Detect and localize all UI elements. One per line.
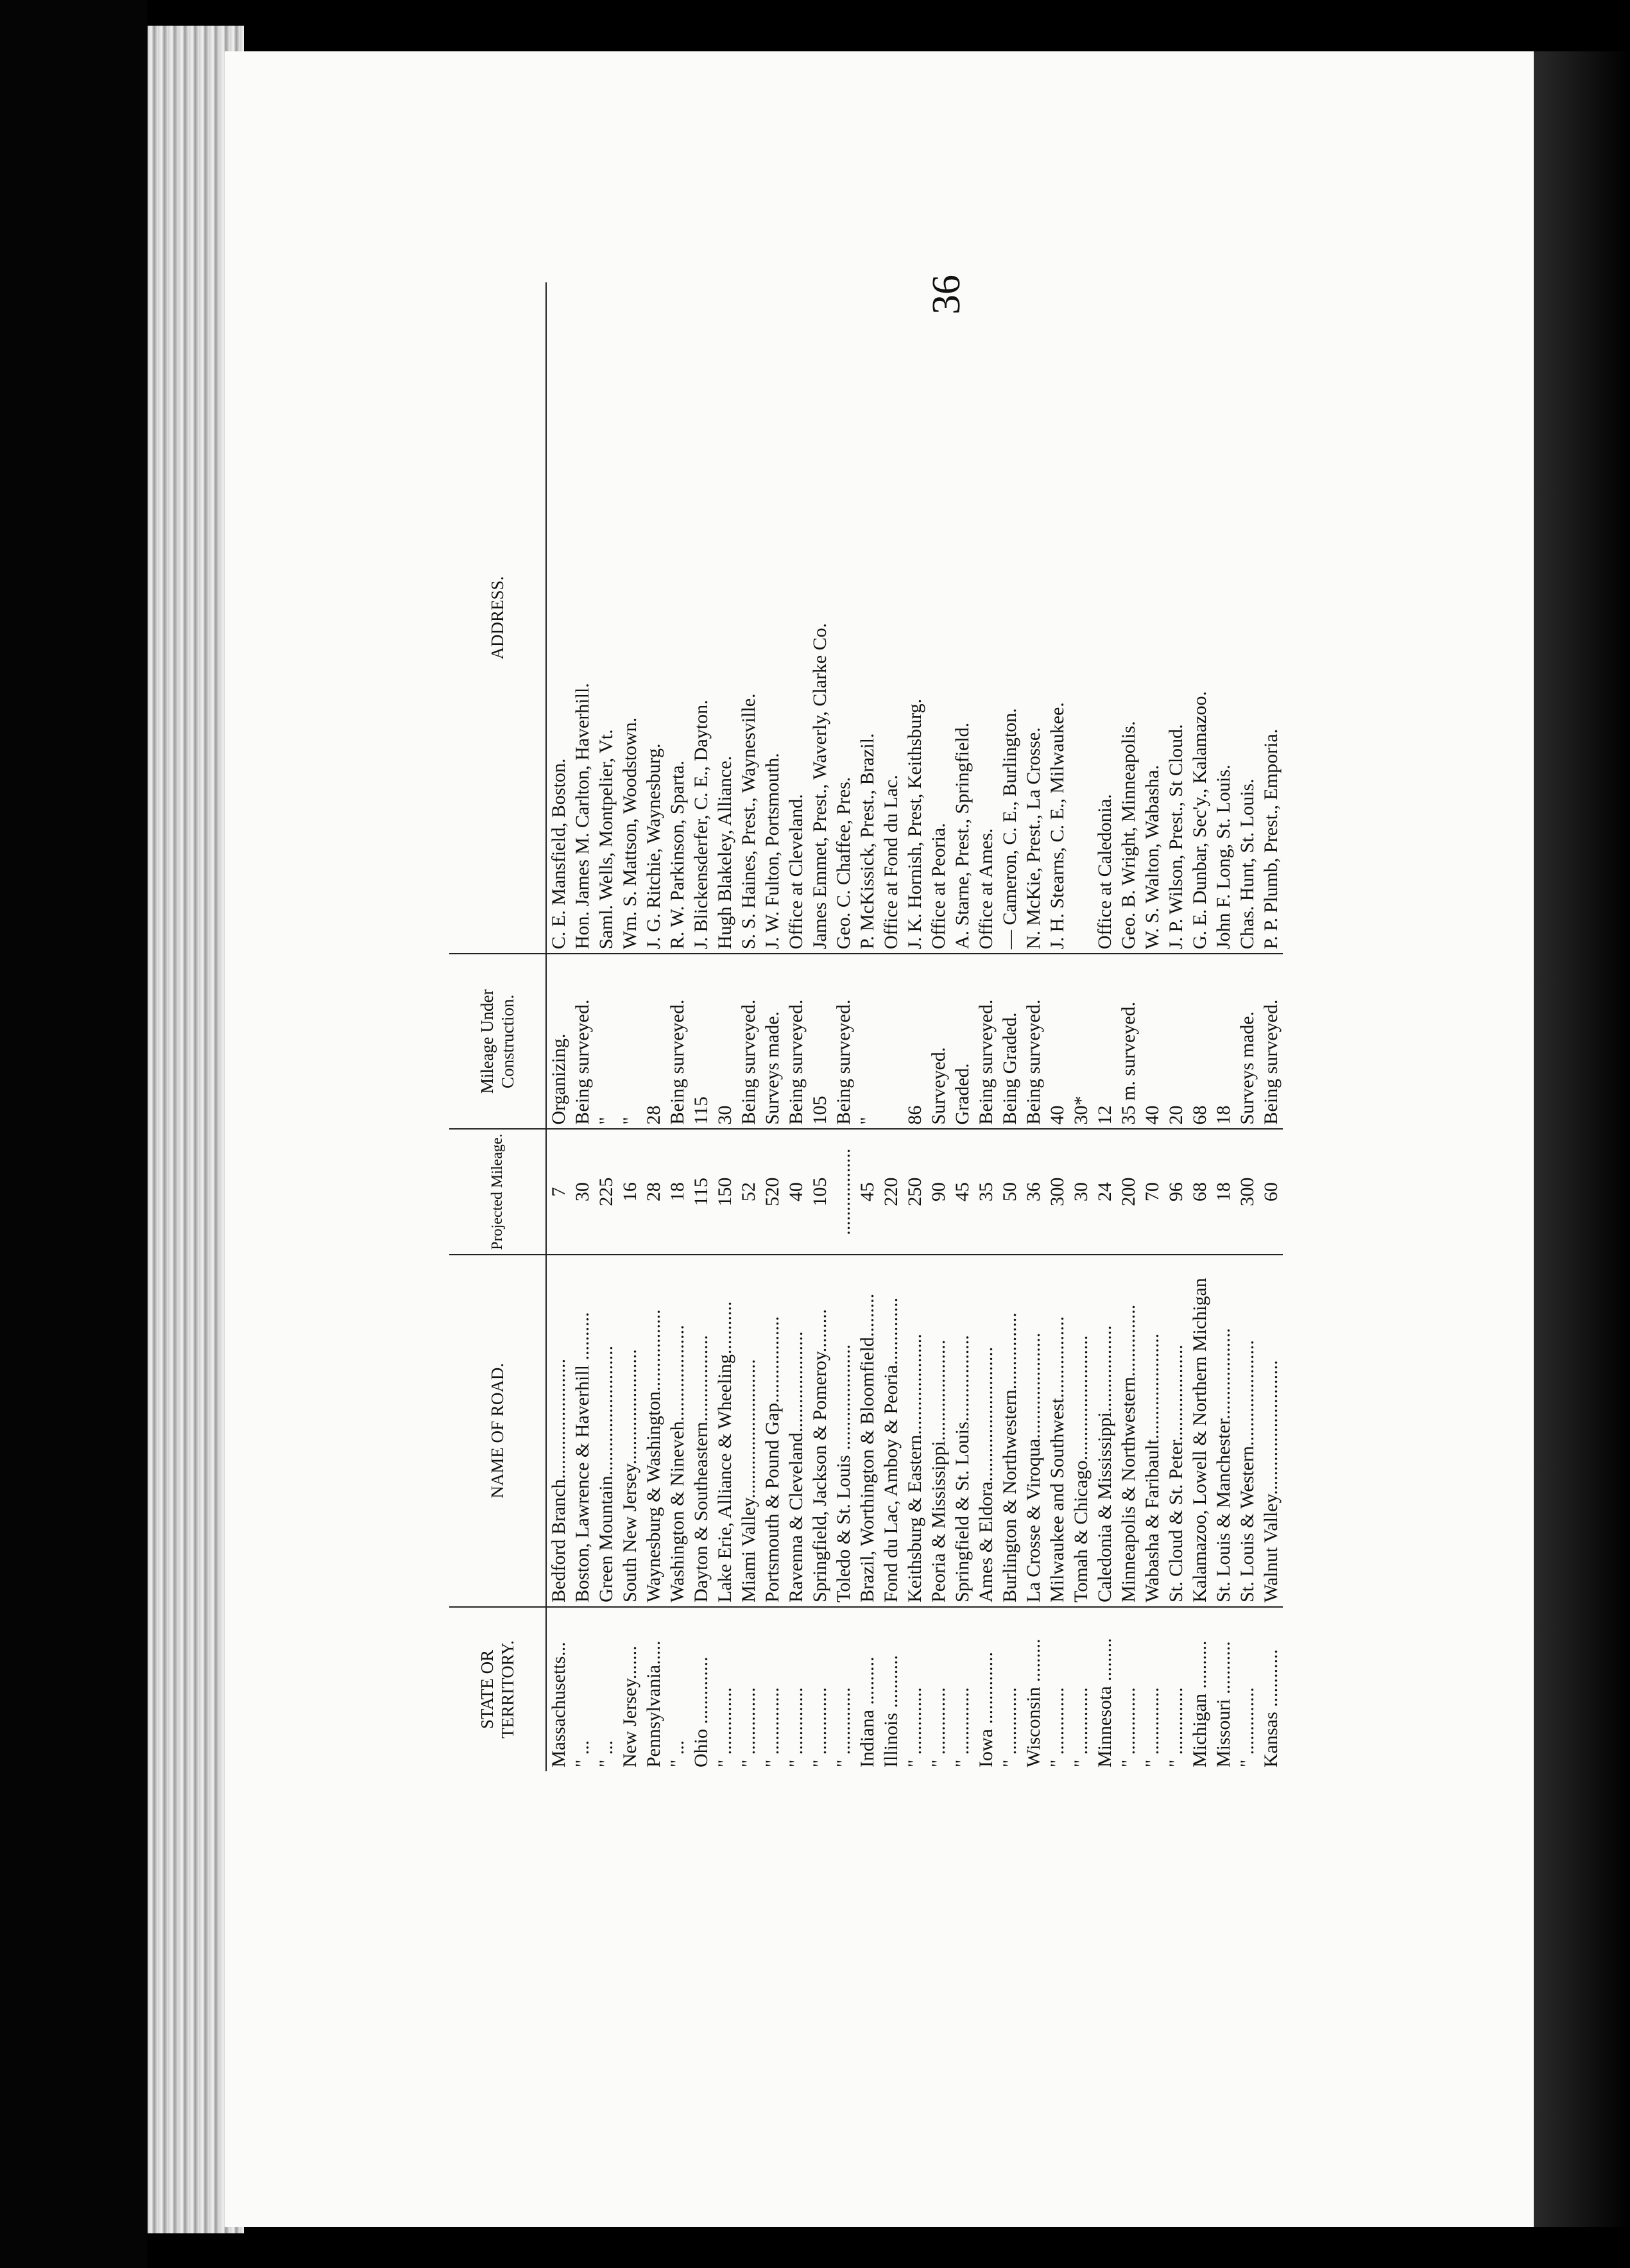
cell-state: " .............. xyxy=(832,1607,855,1771)
cell-state: " .............. xyxy=(1117,1607,1140,1771)
table-row xyxy=(1045,282,1069,1771)
cell-state: " .............. xyxy=(784,1607,808,1771)
table-row xyxy=(855,282,879,1771)
cell-projected: 68 xyxy=(1188,1129,1212,1254)
cell-under-construction: 30* xyxy=(1069,954,1093,1129)
cell-under-construction: 28 xyxy=(642,954,665,1129)
cell-projected: 115 xyxy=(689,1129,713,1254)
cell-road: Boston, Lawrence & Haverhill .......... xyxy=(570,1255,594,1607)
table-row xyxy=(1140,282,1164,1771)
table-row xyxy=(642,282,665,1771)
cell-under-construction: Being surveyed. xyxy=(737,954,760,1129)
cell-road: St. Cloud & St. Peter.................... xyxy=(1164,1255,1188,1607)
cell-address: J. P. Wilson, Prest., St Cloud. xyxy=(1164,282,1188,954)
cell-state: Kansas ............ xyxy=(1259,1607,1283,1771)
cell-under-construction: Surveys made. xyxy=(1235,954,1259,1129)
cell-projected: 96 xyxy=(1164,1129,1188,1254)
cell-address: Office at Ames. xyxy=(974,282,998,954)
cell-state: " .............. xyxy=(1235,1607,1259,1771)
scan-background-left xyxy=(0,0,148,2268)
cell-state: " .............. xyxy=(927,1607,950,1771)
cell-road: Fond du Lac, Amboy & Peoria.............. xyxy=(879,1255,903,1607)
cell-road: Caledonia & Mississippi.................. xyxy=(1093,1255,1117,1607)
cell-under-construction: Being surveyed. xyxy=(974,954,998,1129)
cell-state: " ... xyxy=(665,1607,689,1771)
cell-road: St. Louis & Western...................... xyxy=(1235,1255,1259,1607)
cell-address: Geo. C. Chaffee, Pres. xyxy=(832,282,855,954)
cell-address: P. P. Plumb, Prest., Emporia. xyxy=(1259,282,1283,954)
cell-projected: 45 xyxy=(950,1129,974,1254)
cell-state: " .............. xyxy=(1069,1607,1093,1771)
cell-state: Massachusetts... xyxy=(546,1607,570,1771)
table-row xyxy=(594,282,618,1771)
table-row xyxy=(665,282,689,1771)
cell-under-construction: Being surveyed. xyxy=(665,954,689,1129)
cell-address: Office at Peoria. xyxy=(927,282,950,954)
cell-address: S. S. Haines, Prest., Waynesville. xyxy=(737,282,760,954)
cell-address: J. G. Ritchie, Waynesburg. xyxy=(642,282,665,954)
cell-state: Iowa ............... xyxy=(974,1607,998,1771)
railroad-table xyxy=(449,282,1283,1771)
cell-state: Minnesota ......... xyxy=(1093,1607,1117,1771)
cell-state: Ohio .............. xyxy=(689,1607,713,1771)
cell-state: " .............. xyxy=(737,1607,760,1771)
cell-projected: 28 xyxy=(642,1129,665,1254)
cell-address: J. W. Fulton, Portsmouth. xyxy=(760,282,784,954)
cell-address: — Cameron, C. E., Burlington. xyxy=(998,282,1022,954)
cell-under-construction: Being surveyed. xyxy=(1259,954,1283,1129)
header-projected: Projected Mileage. xyxy=(449,1129,546,1254)
cell-under-construction: 40 xyxy=(1045,954,1069,1129)
cell-address: J. K. Hornish, Prest, Keithsburg. xyxy=(903,282,927,954)
table-row xyxy=(760,282,784,1771)
cell-under-construction: 18 xyxy=(1212,954,1235,1129)
cell-projected: 200 xyxy=(1117,1129,1140,1254)
cell-under-construction: 115 xyxy=(689,954,713,1129)
table-body xyxy=(546,282,1283,1771)
cell-state: Michigan .......... xyxy=(1188,1607,1212,1771)
cell-address: Office at Fond du Lac. xyxy=(879,282,903,954)
cell-projected: 16 xyxy=(618,1129,642,1254)
cell-under-construction: 35 m. surveyed. xyxy=(1117,954,1140,1129)
cell-under-construction: 86 xyxy=(903,954,927,1129)
cell-address: P. McKissick, Prest., Brazil. xyxy=(855,282,879,954)
header-under-construction: Mileage Under Construction. xyxy=(449,954,546,1129)
cell-projected: 520 xyxy=(760,1129,784,1254)
cell-state: " .............. xyxy=(1140,1607,1164,1771)
table-row xyxy=(974,282,998,1771)
cell-state: " .............. xyxy=(950,1607,974,1771)
cell-under-construction: " xyxy=(855,954,879,1129)
header-address: ADDRESS. xyxy=(449,282,546,954)
cell-address: C. E. Mansfield, Boston. xyxy=(546,282,570,954)
cell-address: Geo. B. Wright, Minneapolis. xyxy=(1117,282,1140,954)
cell-road: Bedford Branch......................... xyxy=(546,1255,570,1607)
cell-state: Pennsylvania..... xyxy=(642,1607,665,1771)
cell-under-construction: " xyxy=(594,954,618,1129)
cell-under-construction: 12 xyxy=(1093,954,1117,1129)
cell-under-construction: 68 xyxy=(1188,954,1212,1129)
table-row xyxy=(713,282,737,1771)
cell-state: New Jersey....... xyxy=(618,1607,642,1771)
cell-state: Illinois ........... xyxy=(879,1607,903,1771)
cell-address: R. W. Parkinson, Sparta. xyxy=(665,282,689,954)
cell-road: Walnut Valley............................ xyxy=(1259,1255,1283,1607)
cell-projected: 7 xyxy=(546,1129,570,1254)
header-road: NAME OF ROAD. xyxy=(449,1255,546,1607)
cell-state: Indiana .......... xyxy=(855,1607,879,1771)
cell-under-construction: Organizing. xyxy=(546,954,570,1129)
table-row xyxy=(1069,282,1093,1771)
cell-road: Wabasha & Faribault...................... xyxy=(1140,1255,1164,1607)
cell-projected: 18 xyxy=(1212,1129,1235,1254)
cell-projected: 105 xyxy=(808,1129,832,1254)
cell-address: A. Starne, Prest., Springfield. xyxy=(950,282,974,954)
cell-address: Chas. Hunt, St. Louis. xyxy=(1235,282,1259,954)
cell-under-construction: Being surveyed. xyxy=(1022,954,1045,1129)
rotated-page-content xyxy=(411,275,1373,1771)
table-row xyxy=(570,282,594,1771)
cell-road: Portsmouth & Pound Gap.................. xyxy=(760,1255,784,1607)
cell-under-construction: 105 xyxy=(808,954,832,1129)
table-row xyxy=(950,282,974,1771)
table-row xyxy=(832,282,855,1771)
cell-under-construction: Being surveyed. xyxy=(784,954,808,1129)
cell-address: Office at Cleveland. xyxy=(784,282,808,954)
cell-road: Tomah & Chicago.......................... xyxy=(1069,1255,1093,1607)
cell-under-construction: Being Graded. xyxy=(998,954,1022,1129)
cell-road: Waynesburg & Washington................. xyxy=(642,1255,665,1607)
cell-under-construction: Surveys made. xyxy=(760,954,784,1129)
scan-background-right xyxy=(1534,51,1630,2227)
cell-projected: 300 xyxy=(1235,1129,1259,1254)
table-row xyxy=(1259,282,1283,1771)
cell-road: Brazil, Worthington & Bloomfield......... xyxy=(855,1255,879,1607)
cell-road: Miami Valley............................. xyxy=(737,1255,760,1607)
cell-address: J. H. Stearns, C. E., Milwaukee. xyxy=(1045,282,1069,954)
cell-address: James Emmet, Prest., Waverly, Clarke Co. xyxy=(808,282,832,954)
cell-projected: 35 xyxy=(974,1129,998,1254)
cell-state: Missouri ........... xyxy=(1212,1607,1235,1771)
cell-address: N. McKie, Prest., La Crosse. xyxy=(1022,282,1045,954)
cell-projected: 30 xyxy=(570,1129,594,1254)
cell-address: G. E. Dunbar, Sec'y., Kalamazoo. xyxy=(1188,282,1212,954)
cell-projected: 40 xyxy=(784,1129,808,1254)
cell-road: Ravenna & Cleveland..................... xyxy=(784,1255,808,1607)
cell-under-construction: 40 xyxy=(1140,954,1164,1129)
cell-projected: 150 xyxy=(713,1129,737,1254)
cell-under-construction: " xyxy=(618,954,642,1129)
cell-road: St. Louis & Manchester................... xyxy=(1212,1255,1235,1607)
table-row xyxy=(1117,282,1140,1771)
cell-road: La Crosse & Viroqua...................... xyxy=(1022,1255,1045,1607)
cell-under-construction xyxy=(879,954,903,1129)
cell-state: " ... xyxy=(570,1607,594,1771)
cell-projected: 24 xyxy=(1093,1129,1117,1254)
cell-state: " .............. xyxy=(998,1607,1022,1771)
cell-projected: 300 xyxy=(1045,1129,1069,1254)
table-row xyxy=(1188,282,1212,1771)
cell-projected: 18 xyxy=(665,1129,689,1254)
cell-road: Ames & Eldora............................ xyxy=(974,1255,998,1607)
cell-projected: 250 xyxy=(903,1129,927,1254)
cell-road: Lake Erie, Alliance & Wheeling........... xyxy=(713,1255,737,1607)
cell-road: South New Jersey........................ xyxy=(618,1255,642,1607)
page-number: 36 xyxy=(925,275,968,314)
cell-state: " .............. xyxy=(1045,1607,1069,1771)
table-header-row xyxy=(449,282,546,1771)
cell-road: Dayton & Southeastern.................. xyxy=(689,1255,713,1607)
table-row xyxy=(689,282,713,1771)
cell-road: Washington & Nineveh.................... xyxy=(665,1255,689,1607)
table-row xyxy=(879,282,903,1771)
cell-under-construction: 30 xyxy=(713,954,737,1129)
cell-under-construction: Graded. xyxy=(950,954,974,1129)
cell-road: Springfield, Jackson & Pomeroy......... xyxy=(808,1255,832,1607)
cell-projected: 45 xyxy=(855,1129,879,1254)
cell-address: Wm. S. Mattson, Woodstown. xyxy=(618,282,642,954)
cell-state: " .............. xyxy=(808,1607,832,1771)
cell-state: " .............. xyxy=(903,1607,927,1771)
cell-under-construction: Being surveyed. xyxy=(832,954,855,1129)
cell-under-construction: 20 xyxy=(1164,954,1188,1129)
cell-state: " .............. xyxy=(1164,1607,1188,1771)
header-state: STATE OR TERRITORY. xyxy=(449,1607,546,1771)
cell-road: Minneapolis & Northwestern............... xyxy=(1117,1255,1140,1607)
cell-road: Green Mountain........................... xyxy=(594,1255,618,1607)
cell-state: " .............. xyxy=(760,1607,784,1771)
table-row xyxy=(808,282,832,1771)
cell-address: Saml. Wells, Montpelier, Vt. xyxy=(594,282,618,954)
cell-address xyxy=(1069,282,1093,954)
table-row xyxy=(784,282,808,1771)
cell-address: W. S. Walton, Wabasha. xyxy=(1140,282,1164,954)
cell-road: Burlington & Northwestern................ xyxy=(998,1255,1022,1607)
cell-address: J. Blickensderfer, C. E., Dayton. xyxy=(689,282,713,954)
cell-address: Office at Caledonia. xyxy=(1093,282,1117,954)
cell-under-construction: Surveyed. xyxy=(927,954,950,1129)
cell-projected: 70 xyxy=(1140,1129,1164,1254)
cell-road: Toledo & St. Louis ...................... xyxy=(832,1255,855,1607)
table-row xyxy=(737,282,760,1771)
table-row xyxy=(1164,282,1188,1771)
cell-projected: 90 xyxy=(927,1129,950,1254)
table-row xyxy=(1212,282,1235,1771)
table-row xyxy=(546,282,570,1771)
cell-state: Wisconsin ......... xyxy=(1022,1607,1045,1771)
table-row xyxy=(1093,282,1117,1771)
cell-projected: 30 xyxy=(1069,1129,1093,1254)
cell-projected: 225 xyxy=(594,1129,618,1254)
cell-projected: .................. xyxy=(832,1129,855,1254)
table-row xyxy=(927,282,950,1771)
cell-address: Hugh Blakeley, Alliance. xyxy=(713,282,737,954)
cell-state: " ... xyxy=(594,1607,618,1771)
cell-projected: 36 xyxy=(1022,1129,1045,1254)
cell-under-construction: Being surveyed. xyxy=(570,954,594,1129)
table-row xyxy=(618,282,642,1771)
cell-projected: 60 xyxy=(1259,1129,1283,1254)
cell-projected: 50 xyxy=(998,1129,1022,1254)
cell-road: Peoria & Mississippi..................... xyxy=(927,1255,950,1607)
cell-road: Kalamazoo, Lowell & Northern Michigan xyxy=(1188,1255,1212,1607)
table-row xyxy=(998,282,1022,1771)
cell-address: Hon. James M. Carlton, Haverhill. xyxy=(570,282,594,954)
table-row xyxy=(1022,282,1045,1771)
cell-road: Milwaukee and Southwest................. xyxy=(1045,1255,1069,1607)
cell-address: John F. Long, St. Louis. xyxy=(1212,282,1235,954)
cell-projected: 52 xyxy=(737,1129,760,1254)
cell-state: " .............. xyxy=(713,1607,737,1771)
cell-projected: 220 xyxy=(879,1129,903,1254)
cell-road: Springfield & St. Louis.................. xyxy=(950,1255,974,1607)
cell-road: Keithsburg & Eastern..................... xyxy=(903,1255,927,1607)
table-row xyxy=(903,282,927,1771)
table-row xyxy=(1235,282,1259,1771)
